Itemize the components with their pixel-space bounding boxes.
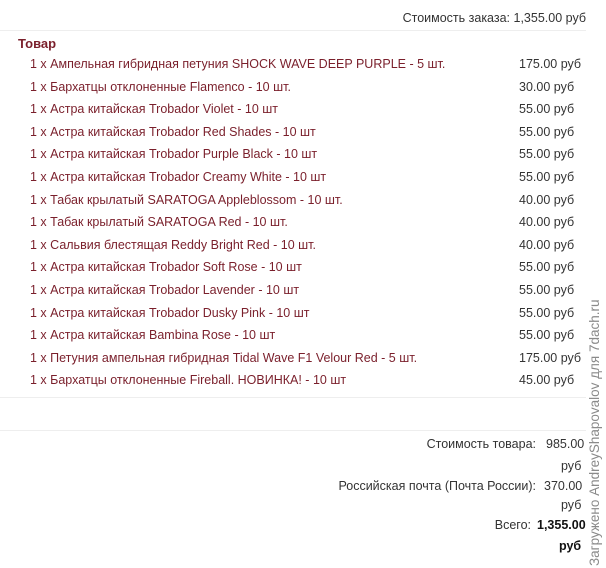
shipping-label: Российская почта (Почта России): (338, 479, 536, 493)
item-name[interactable]: 1 x Астра китайская Trobador Violet - 10 шт (30, 102, 279, 117)
order-cost-header: Стоимость заказа: 1,355.00 руб (402, 11, 586, 25)
grand-total-label: Всего: (494, 518, 531, 532)
item-name[interactable]: 1 x Астра китайская Trobador Purple Black - 10 шт (30, 147, 318, 162)
item-price: 40.00 руб (519, 237, 575, 252)
goods-cost-label: Стоимость товара: (426, 437, 536, 451)
items-divider-2 (0, 430, 586, 431)
item-name[interactable]: 1 x Астра китайская Trobador Soft Rose - 10 шт (30, 260, 302, 275)
order-item (0, 166, 600, 189)
order-item (0, 98, 600, 121)
grand-total-currency: руб (559, 539, 582, 553)
order-items-list (0, 53, 600, 392)
item-name[interactable]: 1 x Астра китайская Bambina Rose - 10 шт (30, 328, 276, 343)
item-price: 40.00 руб (519, 192, 575, 207)
goods-cost-value: 985.00 (546, 437, 585, 451)
order-item (0, 256, 600, 279)
item-price: 55.00 руб (519, 102, 575, 117)
item-name[interactable]: 1 x Табак крылатый SARATOGA Appleblossom - 10 шт. (30, 192, 343, 207)
item-name[interactable]: 1 x Ампельная гибридная петуния SHOCK WAVE DEEP PURPLE - 5 шт. (30, 57, 446, 71)
item-price: 175.00 руб (519, 350, 582, 365)
shipping-value: 370.00 (544, 479, 583, 493)
item-name[interactable]: 1 x Бархатцы отклоненные Flamenco - 10 шт. (30, 79, 291, 94)
item-name[interactable]: 1 x Табак крылатый SARATOGA Red - 10 шт. (30, 215, 288, 230)
goods-cost-currency: руб (561, 459, 582, 473)
shipping-currency: руб (561, 498, 582, 512)
item-price: 55.00 руб (519, 305, 575, 320)
items-section-title: Товар (18, 36, 57, 51)
item-price: 55.00 руб (519, 260, 575, 275)
item-price: 45.00 руб (519, 373, 575, 388)
item-name[interactable]: 1 x Бархатцы отклоненные Fireball. НОВИНКА! - 10 шт (30, 373, 347, 388)
item-name[interactable]: 1 x Астра китайская Trobador Red Shades - 10 шт (30, 124, 316, 139)
item-price: 55.00 руб (519, 328, 575, 343)
order-item (0, 121, 600, 144)
item-price: 30.00 руб (519, 79, 575, 94)
order-item (0, 369, 600, 392)
order-item (0, 347, 600, 370)
order-item (0, 211, 600, 234)
grand-total-value: 1,355.00 (537, 518, 586, 532)
order-item (0, 279, 600, 302)
item-name[interactable]: 1 x Петуния ампельная гибридная Tidal Wave F1 Velour Red - 5 шт. (30, 350, 418, 365)
item-price: 55.00 руб (519, 147, 575, 162)
item-price: 55.00 руб (519, 282, 575, 297)
watermark-text: Загружено AndreyShapovalov для 7dach.ru (587, 299, 602, 566)
item-price: 175.00 руб (519, 57, 582, 71)
order-item (0, 234, 600, 257)
order-item (0, 76, 600, 99)
upload-watermark (584, 0, 606, 568)
order-item (0, 53, 600, 76)
header-divider (0, 30, 586, 31)
item-name[interactable]: 1 x Астра китайская Trobador Lavender - 10 шт (30, 282, 300, 297)
order-item (0, 189, 600, 212)
item-name[interactable]: 1 x Астра китайская Trobador Creamy White - 10 шт (30, 169, 327, 184)
item-price: 40.00 руб (519, 215, 575, 230)
order-item (0, 143, 600, 166)
item-name[interactable]: 1 x Астра китайская Trobador Dusky Pink - 10 шт (30, 305, 310, 320)
item-name[interactable]: 1 x Сальвия блестящая Reddy Bright Red - 10 шт. (30, 237, 316, 252)
order-item (0, 302, 600, 325)
items-divider-1 (0, 397, 586, 398)
order-item (0, 324, 600, 347)
item-price: 55.00 руб (519, 169, 575, 184)
item-price: 55.00 руб (519, 124, 575, 139)
